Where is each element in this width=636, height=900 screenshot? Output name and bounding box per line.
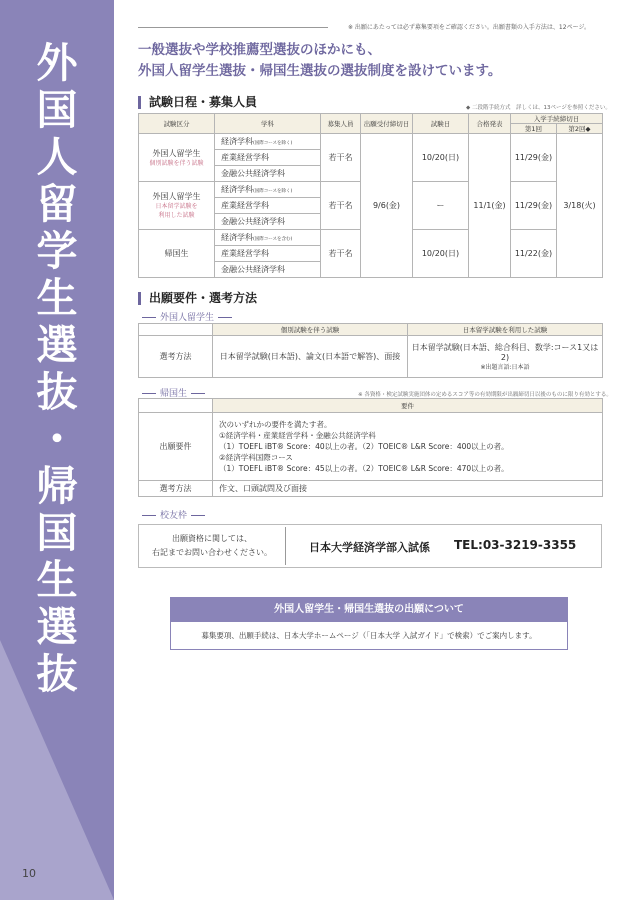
returnee-header: 要件 bbox=[213, 399, 603, 413]
department-cell: 金融公共経済学科 bbox=[215, 262, 321, 278]
category-sub: 日本留学試験を 利用した試験 bbox=[155, 203, 198, 219]
category-cell bbox=[139, 182, 215, 230]
vertical-page-title bbox=[0, 40, 114, 698]
category-sub: 個別試験を伴う試験 bbox=[149, 159, 204, 167]
req-line: ①経済学科・産業経営学科・金融公共経済学科 bbox=[219, 431, 376, 440]
intl-empty-header bbox=[139, 324, 213, 336]
req-line: （1）TOEFL iBT® Score：45以上の者。（2）TOEIC® L&R Score：470以上の者。 bbox=[219, 464, 509, 473]
first-procedure-cell: 11/22(金) bbox=[511, 230, 557, 278]
page-number: 10 bbox=[22, 867, 36, 880]
quota-cell: 若干名 bbox=[321, 230, 361, 278]
schedule-table bbox=[138, 113, 603, 278]
schedule-note: ◆ 二段階手続方式 詳しくは、13ページを参照ください。 bbox=[466, 105, 611, 111]
side-band bbox=[0, 0, 114, 900]
top-rule bbox=[138, 27, 328, 28]
exam-cell: 10/20(日) bbox=[413, 230, 469, 278]
header-first: 第1回 bbox=[511, 124, 557, 134]
first-procedure-cell: 11/29(金) bbox=[511, 134, 557, 182]
intl-col1-header: 個別試験を伴う試験 bbox=[213, 324, 408, 336]
exam-cell: ー bbox=[413, 182, 469, 230]
top-note: ※ 出願にあたっては必ず募集要項をご確認ください。出願書類の入手方法は、12ページ。 bbox=[348, 24, 590, 31]
intl-row-label: 選考方法 bbox=[139, 336, 213, 378]
department-cell bbox=[215, 230, 321, 246]
contact-label bbox=[139, 532, 285, 560]
vertical-title-char: 人 bbox=[36, 133, 78, 181]
category-cell bbox=[139, 230, 215, 278]
returnee-req-label: 出願要件 bbox=[139, 413, 213, 481]
category-name: 外国人留学生 bbox=[152, 148, 201, 158]
vertical-title-char: 選 bbox=[36, 321, 78, 369]
contact-label-line: 出願資格に関しては、 bbox=[172, 534, 252, 543]
department-name: 経済学科 bbox=[221, 137, 253, 146]
contact-box bbox=[138, 524, 602, 568]
returnee-note: ※ 各資格・検定試験実施団体の定めるスコア等の有効期限が出願締切日以後のものに限り有効とする。 bbox=[358, 392, 612, 398]
contact-subheading bbox=[138, 508, 209, 521]
department-cell: 産業経営学科 bbox=[215, 246, 321, 262]
department-cell: 産業経営学科 bbox=[215, 150, 321, 166]
vertical-title-char: 留 bbox=[36, 180, 78, 228]
vertical-title-char: 国 bbox=[36, 86, 78, 134]
vertical-title-char: 帰 bbox=[36, 462, 78, 510]
header-exam: 試験日 bbox=[413, 114, 469, 134]
req-line: （1）TOEFL iBT® Score：40以上の者。（2）TOEIC® L&R Score：400以上の者。 bbox=[219, 442, 509, 451]
category-cell bbox=[139, 134, 215, 182]
first-procedure-cell: 11/29(金) bbox=[511, 182, 557, 230]
notice-title: 外国人留学生・帰国生選抜の出願について bbox=[171, 598, 567, 622]
department-cell: 金融公共経済学科 bbox=[215, 166, 321, 182]
intl-subheading bbox=[138, 310, 236, 323]
header-procedure: 入学手続締切日 bbox=[511, 114, 603, 124]
intl-cell2 bbox=[408, 336, 603, 378]
department-cell: 産業経営学科 bbox=[215, 198, 321, 214]
vertical-title-char: 選 bbox=[36, 603, 78, 651]
intl-col2-header: 日本留学試験を利用した試験 bbox=[408, 324, 603, 336]
header-category: 試験区分 bbox=[139, 114, 215, 134]
intl-cell1: 日本留学試験(日本語)、論文(日本語で解答)、面接 bbox=[213, 336, 408, 378]
vertical-title-char: 抜 bbox=[36, 368, 78, 416]
lead-text bbox=[138, 40, 608, 82]
returnee-req-cell bbox=[213, 413, 603, 481]
intl-subheading-label: 外国人留学生 bbox=[160, 313, 215, 323]
vertical-title-char: 生 bbox=[36, 274, 78, 322]
returnee-subheading-label: 帰国生 bbox=[160, 389, 188, 399]
contact-office: 日本大学経済学部入試係 bbox=[309, 541, 430, 554]
exam-cell: 10/20(日) bbox=[413, 134, 469, 182]
returnee-requirements-table bbox=[138, 398, 603, 497]
contact-subheading-label: 校友枠 bbox=[160, 511, 188, 521]
schedule-heading: 試験日程・募集人員 bbox=[138, 96, 257, 109]
intl-requirements-table bbox=[138, 323, 603, 378]
department-note: (国際コースを含む) bbox=[253, 237, 293, 242]
second-procedure-cell: 3/18(火) bbox=[557, 134, 603, 278]
lead-line: 一般選抜や学校推薦型選抜のほかにも、 bbox=[138, 42, 381, 58]
returnee-method-label: 選考方法 bbox=[139, 481, 213, 497]
header-quota: 募集人員 bbox=[321, 114, 361, 134]
intl-cell2-note: ※出題言語:日本語 bbox=[480, 364, 530, 371]
category-name: 帰国生 bbox=[164, 249, 189, 258]
vertical-title-char: 生 bbox=[36, 556, 78, 604]
header-result: 合格発表 bbox=[469, 114, 511, 134]
department-note: (国際コースを除く) bbox=[253, 189, 293, 194]
contact-tel: TEL:03-3219-3355 bbox=[454, 538, 577, 552]
req-line: ②経済学科国際コース bbox=[219, 453, 293, 462]
department-name: 経済学科 bbox=[221, 185, 253, 194]
department-cell: 金融公共経済学科 bbox=[215, 214, 321, 230]
deadline-cell: 9/6(金) bbox=[361, 134, 413, 278]
department-name: 経済学科 bbox=[221, 233, 253, 242]
lead-line: 外国人留学生選抜・帰国生選抜の選抜制度を設けています。 bbox=[138, 63, 502, 79]
header-second: 第2回◆ bbox=[557, 124, 603, 134]
contact-divider bbox=[285, 527, 286, 565]
result-cell: 11/1(金) bbox=[469, 134, 511, 278]
vertical-title-char: 国 bbox=[36, 509, 78, 557]
contact-label-line: 右記までお問い合わせください。 bbox=[152, 548, 272, 557]
quota-cell: 若干名 bbox=[321, 134, 361, 182]
department-cell bbox=[215, 182, 321, 198]
vertical-title-char: 抜 bbox=[36, 650, 78, 698]
category-name: 外国人留学生 bbox=[152, 192, 201, 201]
header-deadline: 出願受付締切日 bbox=[361, 114, 413, 134]
returnee-method-value: 作文、口頭試問及び面接 bbox=[213, 481, 603, 497]
requirements-heading: 出願要件・選考方法 bbox=[138, 292, 257, 305]
application-notice-box bbox=[170, 597, 568, 650]
intl-cell2-text: 日本留学試験(日本語、総合科目、数学:コース1又は2) bbox=[411, 343, 599, 362]
department-cell bbox=[215, 134, 321, 150]
vertical-title-char: 学 bbox=[36, 227, 78, 275]
returnee-empty-header bbox=[139, 399, 213, 413]
main-content bbox=[138, 0, 612, 900]
vertical-title-char: ・ bbox=[36, 415, 78, 463]
notice-body: 募集要項、出願手続は、日本大学ホームページ（「日本大学 入試ガイド」で検索）でご案内します。 bbox=[201, 631, 537, 640]
department-note: (国際コースを除く) bbox=[253, 141, 293, 146]
req-line: 次のいずれかの要件を満たす者。 bbox=[219, 420, 332, 429]
vertical-title-char: 外 bbox=[36, 39, 78, 87]
header-department: 学科 bbox=[215, 114, 321, 134]
quota-cell: 若干名 bbox=[321, 182, 361, 230]
